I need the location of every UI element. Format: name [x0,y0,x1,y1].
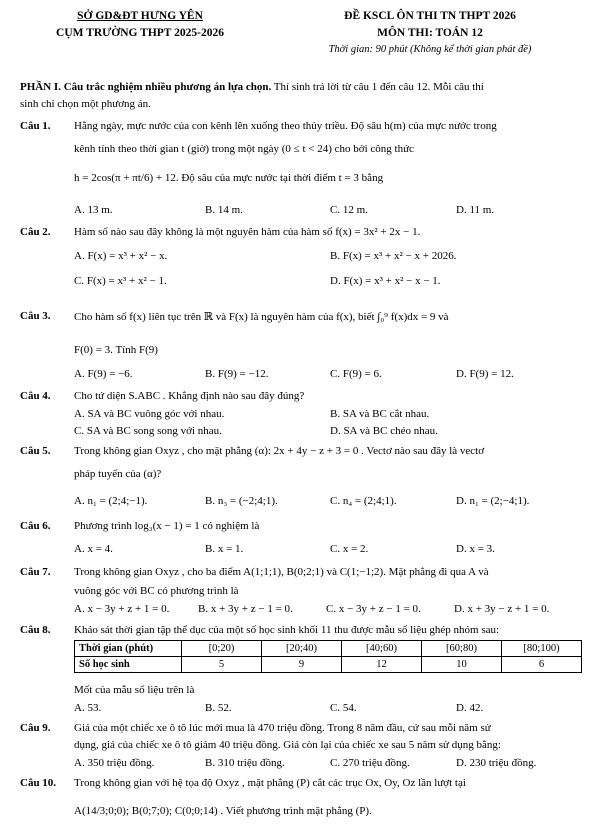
table-cell: [20;40) [262,641,342,657]
question-label: Câu 3. [20,310,51,322]
option-c: C. x − 3y + z − 1 = 0. [326,603,421,615]
option-d: D. 230 triệu đồng. [456,757,537,769]
option-a: A. 13 m. [74,204,113,216]
option-a: A. x − 3y + z + 1 = 0. [74,603,170,615]
question-label: Câu 7. [20,566,51,578]
table-cell: [0;20) [182,641,262,657]
option-b: B. F(x) = x³ + x² − x + 2026. [330,250,457,262]
table-cell: 5 [182,657,262,673]
question-label: Câu 6. [20,520,51,532]
option-b: B. 310 triệu đồng. [205,757,285,769]
option-d: D. F(9) = 12. [456,368,514,380]
option-b: B. x + 3y + z − 1 = 0. [198,603,293,615]
option-d: D. x = 3. [456,543,495,555]
option-a: A. x = 4. [74,543,113,555]
option-a: A. 53. [74,702,102,714]
table-header-cell: Số học sinh [75,657,182,673]
question-line: F(0) = 3. Tính F(9) [74,344,158,356]
option-a: A. 350 triệu đồng. [74,757,155,769]
option-b: B. 14 m. [205,204,243,216]
question-line: kênh tính theo thời gian t (giờ) trong một ngày (0 ≤ t < 24) cho bởi công thức [74,143,414,155]
option-b: B. SA và BC cắt nhau. [330,408,430,420]
frequency-table [74,640,582,673]
question-label: Câu 8. [20,624,51,636]
option-b: B. 52. [205,702,232,714]
question-label: Câu 5. [20,445,51,457]
option-c: C. F(x) = x³ + x² − 1. [74,275,167,287]
exam-title: ĐỀ KSCL ÔN THI TN THPT 2026 [344,10,516,22]
option-d: D. 11 m. [456,204,495,216]
part1-instr-1: Thí sinh trả lời từ câu 1 đến câu 12. Mỗi câu thí [271,81,484,93]
table-cell: 12 [342,657,422,673]
part1-title: PHẦN I. Câu trắc nghiệm nhiều phương án lựa chọn. [20,81,272,93]
option-c: C. n₄ = (2;4;1). [330,495,397,507]
question-line: Hằng ngày, mực nước của con kênh lên xuống theo thủy triều. Độ sâu h(m) của mực nước trong [74,120,497,132]
option-c: C. 54. [330,702,357,714]
table-cell: 10 [422,657,502,673]
table-cell: [60;80) [422,641,502,657]
option-a: A. F(x) = x³ + x² − x. [74,250,168,262]
table-cell: [80;100) [502,641,582,657]
question-line: Trong không gian Oxyz , cho mặt phẳng (α): 2x + 4y − z + 3 = 0 . Vectơ nào sau đây là vectơ [74,445,485,457]
part1-instr-2: sinh chỉ chọn một phương án. [20,98,151,110]
option-d: D. F(x) = x³ + x² − x − 1. [330,275,441,287]
table-header-cell: Thời gian (phút) [75,641,182,657]
option-c: C. 12 m. [330,204,368,216]
table-cell: 6 [502,657,582,673]
question-line: Cho hàm số f(x) liên tục trên ℝ và F(x) là nguyên hàm của f(x), biết ∫₀⁹ f(x)dx = 9 và [74,311,449,323]
table-cell: 9 [262,657,342,673]
option-c: C. F(9) = 6. [330,368,382,380]
table-cell: [40;60) [342,641,422,657]
question-label: Câu 10. [20,777,57,789]
option-b: B. F(9) = −12. [205,368,269,380]
question-line: Cho tứ diện S.ABC . Khẳng định nào sau đây đúng? [74,390,305,402]
question-line: A(14/3;0;0); B(0;7;0); C(0;0;14) . Viết phương trình mặt phẳng (P). [74,805,372,817]
option-a: A. F(9) = −6. [74,368,133,380]
question-line: Trong không gian với hệ tọa độ Oxyz , mặt phẳng (P) cắt các trục Ox, Oy, Oz lần lượt tại [74,777,466,789]
part1-instructions [20,81,484,93]
school-cluster: CỤM TRƯỜNG THPT 2025-2026 [56,27,224,39]
option-d: D. x + 3y − z + 1 = 0. [454,603,550,615]
school-department: SỞ GD&ĐT HƯNG YÊN [77,10,203,22]
option-b: B. x = 1. [205,543,244,555]
table-row [75,657,582,673]
option-d: D. n₁ = (2;−4;1). [456,495,530,507]
question-line: dụng, giá của chiếc xe ô tô giảm 40 triệu đồng. Giá còn lại của chiếc xe sau 5 năm sử dụng bằng: [74,739,501,751]
question-line: Phương trình log₃(x − 1) = 1 có nghiệm là [74,520,260,532]
question-label: Câu 9. [20,722,51,734]
question-line: h = 2cos(π + πt/6) + 12. Độ sâu của mực nước tại thời điểm t = 3 bằng [74,172,384,184]
question-line: Hàm số nào sau đây không là một nguyên hàm của hàm số f(x) = 3x² + 2x − 1. [74,226,421,238]
option-c: C. 270 triệu đồng. [330,757,410,769]
option-b: B. n₃ = (−2;4;1). [205,495,278,507]
question-line: vuông góc với BC có phương trình là [74,585,239,597]
question-label: Câu 2. [20,226,51,238]
question-line: Khảo sát thời gian tập thể dục của một số học sinh khối 11 thu được mẫu số liệu ghép nhóm sau: [74,624,500,636]
table-row [75,641,582,657]
question-label: Câu 1. [20,120,51,132]
option-c: C. x = 2. [330,543,369,555]
question-line: Mốt của mẫu số liệu trên là [74,684,195,696]
option-d: D. 42. [456,702,484,714]
option-c: C. SA và BC song song với nhau. [74,425,222,437]
exam-duration: Thời gian: 90 phút (Không kể thời gian phát đề) [328,44,532,55]
question-line: Giá của một chiếc xe ô tô lúc mới mua là 470 triệu đồng. Trong 8 năm đầu, cứ sau mỗi năm sử [74,722,491,734]
option-a: A. SA và BC vuông góc với nhau. [74,408,225,420]
question-label: Câu 4. [20,390,51,402]
question-line: pháp tuyến của (α)? [74,468,162,480]
question-line: Trong không gian Oxyz , cho ba điểm A(1;1;1), B(0;2;1) và C(1;−1;2). Mặt phẳng đi qua A và [74,566,489,578]
option-a: A. n₁ = (2;4;−1). [74,495,148,507]
exam-subject: MÔN THI: TOÁN 12 [377,27,483,39]
option-d: D. SA và BC chéo nhau. [330,425,438,437]
